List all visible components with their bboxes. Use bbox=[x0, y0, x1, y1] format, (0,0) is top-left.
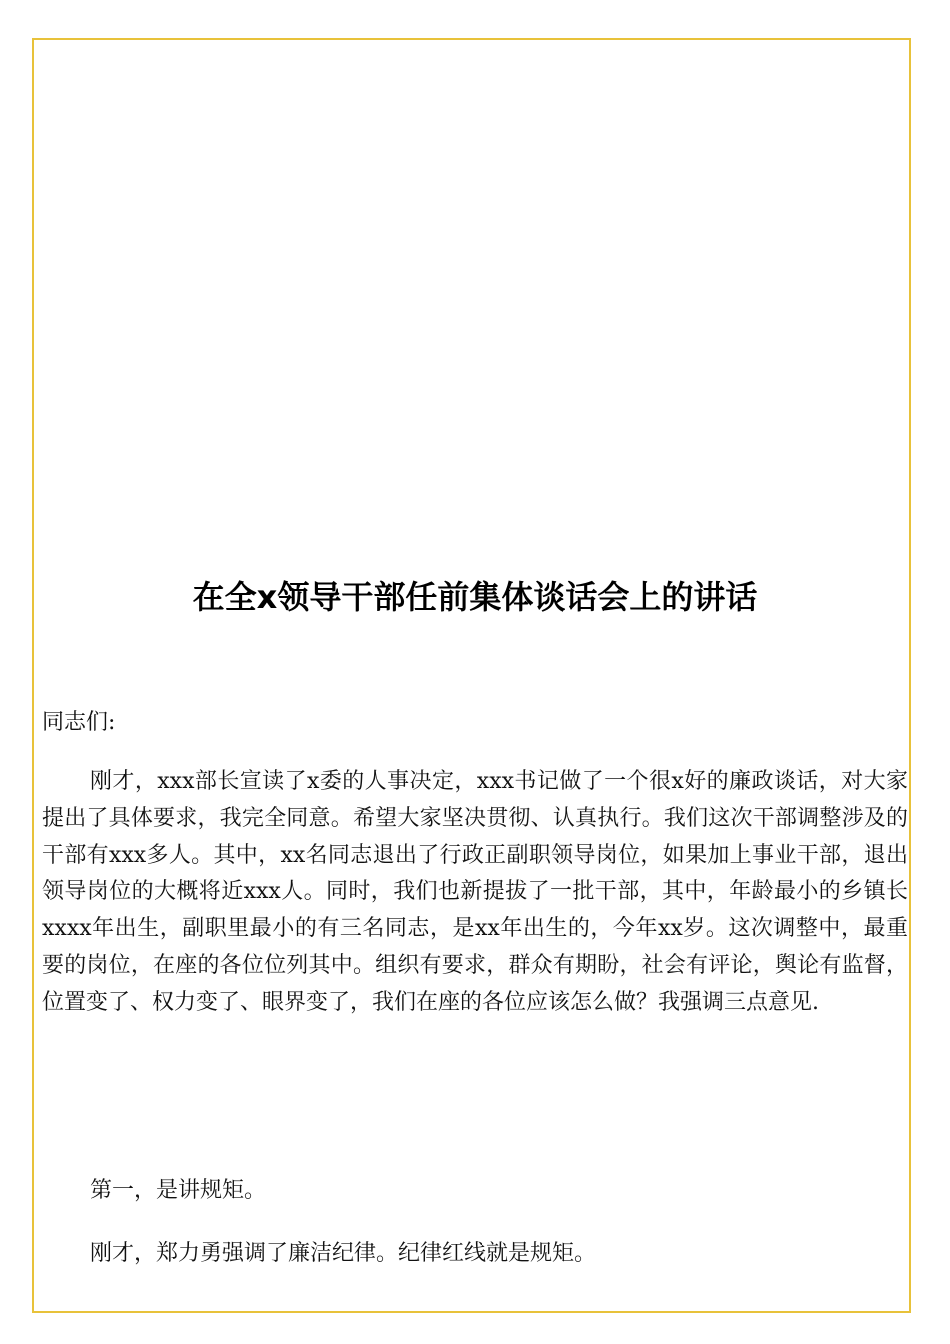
body-paragraph-3: 刚才，郑力勇强调了廉洁纪律。纪律红线就是规矩。 bbox=[90, 1241, 597, 1266]
body-paragraph-2: 第一，是讲规矩。 bbox=[90, 1178, 267, 1203]
page-border bbox=[32, 38, 911, 1313]
document-title: 在全x领导干部任前集体谈话会上的讲话 bbox=[192, 578, 758, 616]
body-paragraph-1: 刚才，xxx部长宣读了x委的人事决定，xxx书记做了一个很x好的廉政谈话，对大家提出了具体要求，我完全同意。希望大家坚决贯彻、认真执行。我们这次干部调整涉及的干部有xxx多人。其中，xx名同志退出了行政正副职领导岗位，如果加上事业干部，退出领导岗位的大概将近xxx人。同时，我们也新提拔了一批干部，其中，年龄最小的乡镇长xxxx年出生，副职里最小的有三名同志，是xx年出生的，今年xx岁。这次调整中，最重要的岗位，在座的各位位列其中。组织有要求，群众有期盼，社会有评论，舆论有监督，位置变了、权力变了、眼界变了，我们在座的各位应该怎么做？我强调三点意见. bbox=[42, 769, 908, 1015]
salutation: 同志们: bbox=[42, 710, 116, 735]
